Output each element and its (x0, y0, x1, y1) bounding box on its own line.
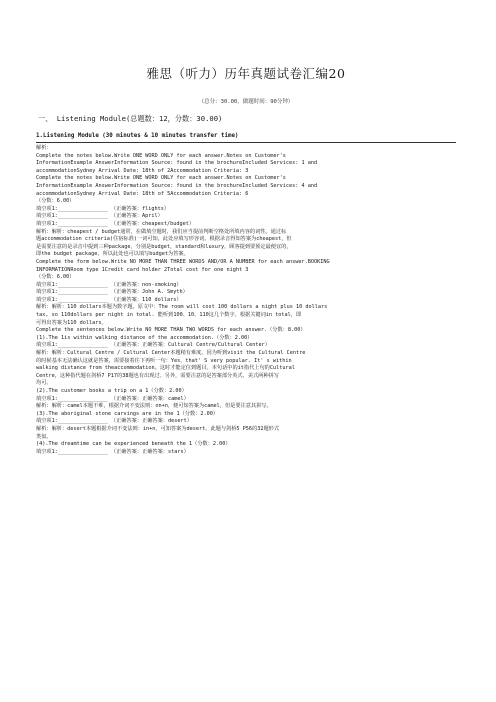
text-line: 均可。 (36, 380, 52, 387)
text-line: walking distance from theaccommodation。这时才能定位到题目。本句话中的it指代上句的Cultural (36, 365, 295, 372)
text-line: 填空项1:________________ （正确答案：正确答案：desert） (36, 418, 192, 425)
text-line: 类似。 (36, 433, 52, 440)
text-line: 解析：解析：camel本题不难，根据介词不变法则：on+n，便可知答案为camel，但是要注意其拼写。 (36, 403, 272, 410)
text-line: 填空项1:________________ （正确答案：cheapest/budget） (36, 220, 195, 227)
text-line: 解析：解析：110 dollars本题为数字题。原文中：The room will cost 100 dollars a night plus 10 dollars (36, 304, 328, 311)
text-line: Centre，这种指代题在剑桥7 P17的38题也有出现过。另外，需要注意的是答案部分英式、美式两种拼写 (36, 372, 279, 379)
text-line: 填空项1:________________ （正确答案：John A. Smyth） (36, 289, 188, 296)
text-line: 填空项1:________________ （正确答案：正确答案：camel） (36, 395, 189, 402)
exam-info: （总分：30.00，做题时间：90分钟） (198, 99, 294, 105)
text-line: accommodationSydney Arrival Date: 18th of 2Accommodation Criteria: 3 (36, 167, 249, 174)
text-line: InformationExample AnswerInformation Source: found in the brochureIncluded Services: 1 and (36, 160, 318, 167)
section-heading: 一、 Listening Module(总题数：12，分数：30.00) (38, 114, 223, 123)
text-line: (2).The customer books a trip on a 1（分数：2.00） (36, 388, 187, 394)
text-line: 即the budget package，所以此处也可以填写budget为答案。 (36, 251, 189, 258)
page-title: 雅思（听力）历年真题试卷汇编20 (146, 66, 346, 81)
text-line: 解析：解析：cheapest / budget通常，在做填空题时，我们应当提前判断空格处所填内容的词性。通过标 (36, 228, 287, 235)
text-line: （分数：6.00） (36, 274, 75, 281)
text-line: INFORMATIONRoom type 1Credit card holder 2Total cost for one night 3 (36, 266, 249, 273)
text-line: InformationExample AnswerInformation Source: found in the brochureIncluded Services: 4 and (36, 182, 318, 189)
text-line: （分数：6.00） (36, 198, 75, 205)
divider (36, 142, 456, 143)
text-line: 题accommodation criteria(住宿标准)一词可知，此处应填写形容词。根据录音得知答案为cheapest，但 (36, 236, 292, 243)
text-line: 填空项1:________________ （正确答案：non-smoking） (36, 281, 182, 288)
text-line: 是需要注意的是录音中提到三种package，分别是budget，standard和luxury，顾客提到要预定最便宜的， (36, 243, 292, 250)
text-line: Complete the notes below.Write ONE WORD ONLY for each answer.Notes on Customer's (36, 152, 286, 159)
text-line: 填空项1:________________ （正确答案：April） (36, 213, 163, 220)
text-line: 填空项1:________________ （正确答案：正确答案：stars） (36, 448, 189, 455)
text-line: tax, so 110dollars per night in total. 能听到100、10、110这几个数字。根据关键词in total，即 (36, 312, 302, 319)
text-line: 解析：解析：Cultural Centre / Cultural Center本题稍有难度。因为听到visit the Cultural Centre (36, 350, 306, 357)
document-body (36, 145, 456, 456)
question-header: 1.Listening Module (30 minutes & 10 minutes transfer time) (36, 133, 239, 139)
text-line: (1).The 1is within walking distance of the accommodation.（分数：2.00） (36, 334, 253, 341)
text-line: 解析： (36, 145, 52, 151)
text-line: 填空项1:________________ （正确答案：flights） (36, 205, 170, 212)
text-line: (3).The aboriginal stone carvings are in the 1（分数：2.00） (36, 410, 219, 417)
text-line: Complete the sentences below.Write NO MORE THAN TWO WORDS for each answer.（分数：8.00） (36, 327, 306, 334)
text-line: 填空项1:________________ （正确答案：正确答案：Cultural Centre/Cultural Center） (36, 342, 270, 349)
text-line: accommodationSydney Arrival Date: 18th of 5Accommodation Criteria: 6 (36, 190, 249, 197)
text-line: Complete the notes below.Write ONE WORD ONLY for each answer.Notes on Customer's (36, 175, 286, 182)
text-line: Complete the form below.Write NO MORE THAN THREE WORDS AND/OR A NUMBER for each answer.BOOKING (36, 258, 330, 265)
text-line: (4).The dreamtime can be experienced beneath the 1（分数：2.00） (36, 441, 231, 448)
text-line: 填空项1:________________ （正确答案：110 dollars） (36, 296, 182, 303)
text-line: 的时候基本无法确认这就是答案，需要接着往下再听一句：Yes，that' S very popular. It' s within (36, 357, 292, 364)
text-line: 解析：解析：desert本题根据介词不变法则：in+n，可知答案为desert。此题与剑桥5 P56的32题形式 (36, 425, 280, 432)
text-line: 可得出答案为110 dollars。 (36, 319, 107, 326)
